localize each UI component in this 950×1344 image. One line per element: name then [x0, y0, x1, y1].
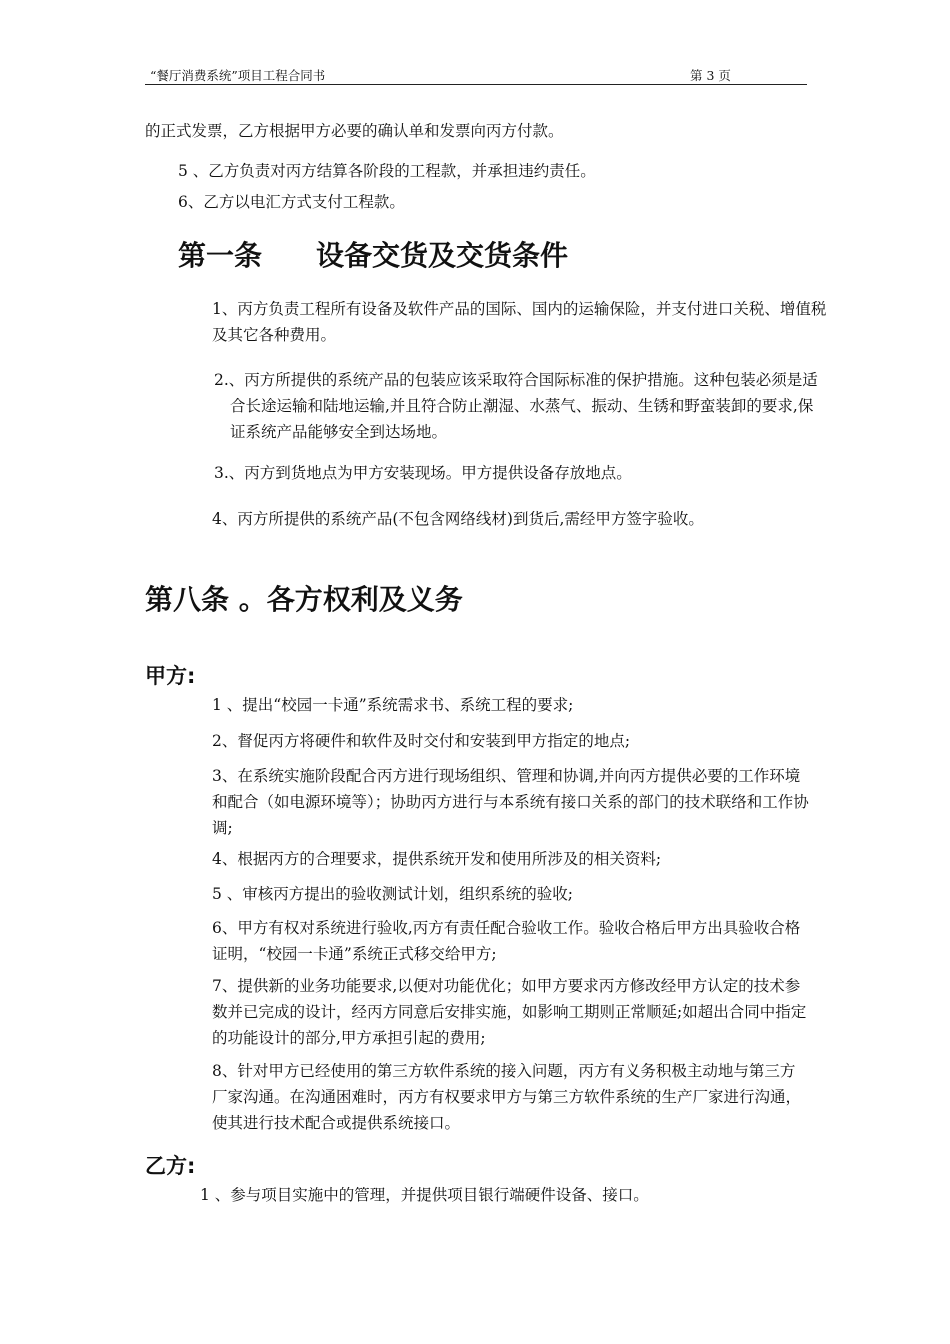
delivery-item-4: 4、丙方所提供的系统产品(不包含网络线材)到货后,需经甲方签字验收。 [212, 510, 704, 528]
header-doc-title: “餐厅消费系统”项目工程合同书 [150, 68, 326, 83]
party-a-item-5: 5 、审核丙方提出的验收测试计划，组织系统的验收; [212, 885, 574, 903]
header-page-number: 第 3 页 [690, 68, 731, 83]
party-a-item-8: 8、针对甲方已经使用的第三方软件系统的接入问题，丙方有义务积极主动地与第三方厂家沟通。在沟通困难时，丙方有权要求甲方与第三方软件系统的生产厂家进行沟通，使其进行技术配合或提供系统接口。 [212, 1062, 802, 1132]
party-a-item-7: 7、提供新的业务功能要求,以便对功能优化；如甲方要求丙方修改经甲方认定的技术参数并已完成的设计，经丙方同意后安排实施，如影响工期则正常顺延;如超出合同中指定的功能设计的部分,甲方承担引起的费用; [212, 977, 807, 1047]
party-a-item-1: 1 、提出“校园一卡通”系统需求书、系统工程的要求; [212, 696, 574, 714]
party-a-item-2: 2、督促丙方将硬件和软件及时交付和安装到甲方指定的地点; [212, 732, 631, 750]
payment-item-5: 5 、乙方负责对丙方结算各阶段的工程款，并承担违约责任。 [178, 162, 596, 180]
party-a-item-6: 6、甲方有权对系统进行验收,丙方有责任配合验收工作。验收合格后甲方出具验收合格证明，“校园一卡通”系统正式移交给甲方; [212, 919, 801, 963]
delivery-item-1: 1、丙方负责工程所有设备及软件产品的国际、国内的运输保险，并支付进口关税、增值税及其它各种费用。 [212, 300, 827, 344]
intro-continuation: 的正式发票，乙方根据甲方必要的确认单和发票向丙方付款。 [145, 122, 564, 140]
payment-item-6: 6、乙方以电汇方式支付工程款。 [178, 193, 405, 211]
party-b-label: 乙方: [145, 1154, 196, 1178]
header-rule [145, 84, 807, 85]
party-a-item-4: 4、根据丙方的合理要求，提供系统开发和使用所涉及的相关资料; [212, 850, 662, 868]
section-delivery-title: 设备交货及交货条件 [316, 239, 569, 272]
section-rights-title: 第八条 。各方权利及义务 [145, 583, 463, 616]
delivery-item-2: 2.、丙方所提供的系统产品的包装应该采取符合国际标准的保护措施。这种包装必须是适合长途运输和陆地运输,并且符合防止潮湿、水蒸气、振动、生锈和野蛮装卸的要求,保证系统产品能够安全到达场地。 [214, 371, 818, 441]
section-delivery-number: 第一条 [178, 239, 263, 272]
delivery-item-3: 3.、丙方到货地点为甲方安装现场。甲方提供设备存放地点。 [214, 464, 632, 482]
party-a-item-3: 3、在系统实施阶段配合丙方进行现场组织、管理和协调,并向丙方提供必要的工作环境和配合（如电源环境等）；协助丙方进行与本系统有接口关系的部门的技术联络和工作协调; [212, 767, 809, 837]
party-b-item-1: 1 、参与项目实施中的管理，并提供项目银行端硬件设备、接口。 [200, 1186, 649, 1204]
party-a-label: 甲方: [145, 664, 196, 688]
